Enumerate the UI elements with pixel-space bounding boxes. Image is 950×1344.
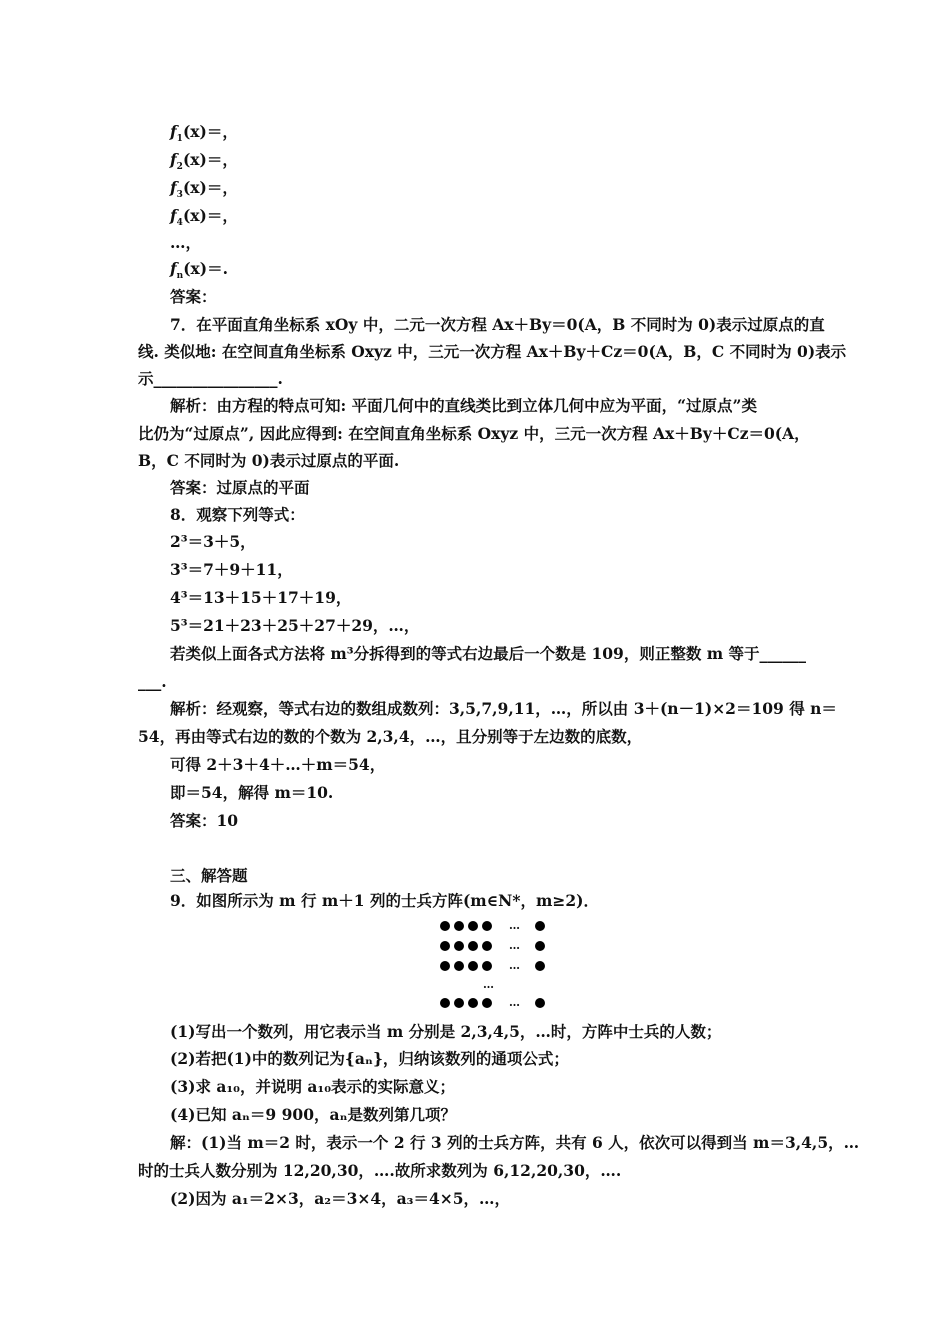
q8-eq1: 2³＝3＋5， xyxy=(170,532,256,551)
soldier-dot xyxy=(454,941,464,951)
q9-solution3: (2)因为 a₁＝2×3，a₂＝3×4，a₃＝4×5，…， xyxy=(170,1189,511,1208)
q8-answer: 答案：10 xyxy=(170,811,239,830)
soldier-formation-figure xyxy=(437,918,557,1018)
q8-analysis3: 可得 2＋3＋4＋…＋m＝54， xyxy=(170,755,386,774)
q9-part3: (3)求 a₁₀，并说明 a₁₀表示的实际意义； xyxy=(170,1077,455,1096)
q7-line3: 示________________. xyxy=(138,369,283,388)
section-heading: 三、解答题 xyxy=(170,866,248,885)
fn-line: $f_n(x)=$. xyxy=(170,259,229,282)
q9-part4: (4)已知 aₙ＝9 900，aₙ是数列第几项？ xyxy=(170,1105,457,1124)
row-ellipsis: … xyxy=(509,919,520,932)
ellipsis-line: …， xyxy=(170,233,202,252)
soldier-dot xyxy=(535,941,545,951)
answer-label-6: 答案： xyxy=(170,287,217,306)
soldier-dot xyxy=(482,998,492,1008)
q9-solution1: 解：(1)当 m＝2 时，表示一个 2 行 3 列的士兵方阵，共有 6 人，依次可以得到当 m＝3,4,5，… xyxy=(170,1133,860,1152)
row-ellipsis: … xyxy=(509,996,520,1009)
q7-line2: 线. 类似地: 在空间直角坐标系 Oxyz 中，三元一次方程 Ax＋By＋Cz＝0(A，B，C 不同时为 0)表示 xyxy=(138,342,847,361)
q7-answer: 答案：过原点的平面 xyxy=(170,478,310,497)
q7-line1: 7．在平面直角坐标系 xOy 中，二元一次方程 Ax＋By＝0(A，B 不同时为 0)表示过原点的直 xyxy=(170,315,825,334)
soldier-dot xyxy=(440,998,450,1008)
soldier-dot xyxy=(440,961,450,971)
soldier-dot xyxy=(454,998,464,1008)
q7-analysis2: 比仍为“过原点”, 因此应得到: 在空间直角坐标系 Oxyz 中，三元一次方程 Ax＋By＋Cz＝0(A， xyxy=(138,424,810,443)
soldier-dot xyxy=(468,941,478,951)
soldier-dot xyxy=(468,921,478,931)
q8-eq3: 4³＝13＋15＋17＋19， xyxy=(170,588,352,607)
q9-solution2: 时的士兵人数分别为 12,20,30，….故所求数列为 6,12,20,30，…. xyxy=(138,1161,622,1180)
q7-analysis3: B，C 不同时为 0)表示过原点的平面. xyxy=(138,451,400,470)
q8-analysis2: 54，再由等式右边的数的个数为 2,3,4，…，且分别等于左边数的底数， xyxy=(138,727,643,746)
soldier-dot xyxy=(454,921,464,931)
soldier-dot xyxy=(454,961,464,971)
soldier-dot xyxy=(482,941,492,951)
column-ellipsis: … xyxy=(483,978,494,991)
soldier-dot xyxy=(535,998,545,1008)
q9-part1: (1)写出一个数列，用它表示当 m 分别是 2,3,4,5，…时，方阵中士兵的人数； xyxy=(170,1022,722,1041)
q8-question2: ___. xyxy=(138,672,167,691)
f3-line: $f_3(x)=$， xyxy=(170,178,238,201)
q9-title: 9．如图所示为 m 行 m＋1 列的士兵方阵(m∈N*，m≥2)． xyxy=(170,891,599,910)
soldier-dot xyxy=(535,961,545,971)
q8-analysis4: 即＝54，解得 m＝10. xyxy=(170,783,334,802)
f4-line: $f_4(x)=$， xyxy=(170,206,238,229)
q8-eq2: 3³＝7＋9＋11， xyxy=(170,560,293,579)
soldier-dot xyxy=(535,921,545,931)
soldier-dot xyxy=(468,961,478,971)
f2-line: $f_2(x)=$， xyxy=(170,150,238,173)
row-ellipsis: … xyxy=(509,959,520,972)
q9-part2: (2)若把(1)中的数列记为{aₙ}，归纳该数列的通项公式； xyxy=(170,1049,569,1068)
q8-eq4: 5³＝21＋23＋25＋27＋29，…， xyxy=(170,616,420,635)
q7-analysis1: 解析：由方程的特点可知: 平面几何中的直线类比到立体几何中应为平面，“过原点”类 xyxy=(170,396,757,415)
soldier-dot xyxy=(468,998,478,1008)
soldier-dot xyxy=(440,941,450,951)
q8-question1: 若类似上面各式方法将 m³分拆得到的等式右边最后一个数是 109，则正整数 m 等于______ xyxy=(170,644,807,663)
row-ellipsis: … xyxy=(509,939,520,952)
soldier-dot xyxy=(482,961,492,971)
soldier-dot xyxy=(440,921,450,931)
q8-analysis1: 解析：经观察，等式右边的数组成数列：3,5,7,9,11，…，所以由 3＋(n－1)×2＝109 得 n＝ xyxy=(170,699,837,718)
q8-title: 8．观察下列等式： xyxy=(170,505,305,524)
f1-line: $f_1(x)=$， xyxy=(170,122,238,145)
soldier-dot xyxy=(482,921,492,931)
